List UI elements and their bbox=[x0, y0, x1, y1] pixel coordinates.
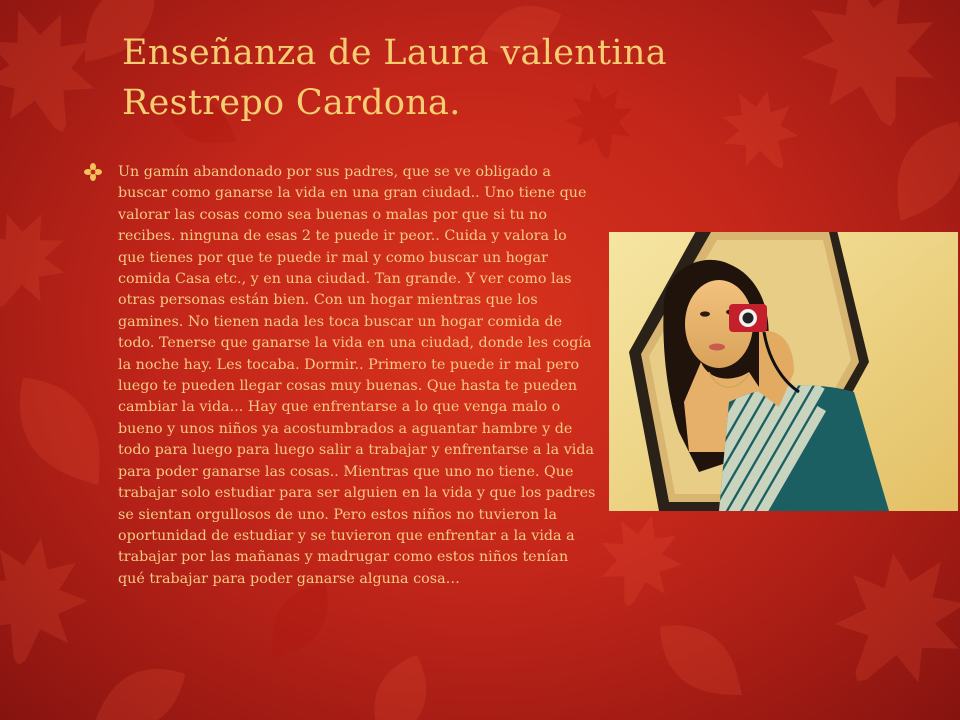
bullet-body-text: Un gamín abandonado por sus padres, que se ve obligado a buscar como ganarse la vida en una gran ciudad.. Uno tiene que valorar las cosas como sea buenas o malas por que si tu no recibes. ninguna de esas 2 te puede ir peor.. Cuida y valora lo que tienes por que te puede ir mal y como buscar un hogar comida Casa etc., y en una ciudad. Tan grande. Y ver como las otras personas están bien. Con un hogar mientras que los gamines. No tienen nada les toca buscar un hogar comida de todo. Tenerse que ganarse la vida en una ciudad, donde les cogía la noche hay. Les tocaba. Dormir.. Primero te puede ir mal pero luego te pueden llegar cosas muy buenas. Que hasta te pueden cambiar la vida... Hay que enfrentarse a lo que venga malo o bueno y unos niños ya acostumbrados a aguantar hambre y de todo para luego para luego salir a trabajar y enfrentarse a la vida para poder ganarse las cosas.. Mientras que uno no tiene. Que trabajar solo estudiar para ser alguien en la vida y que los padres se sientan orgullosos de uno. Pero estos niños no tuvieron la oportunidad de estudiar y se tuvieron que enfrentar a la vida a trabajar por las mañanas y madrugar como estos niños tenían qué trabajar para poder ganarse alguna cosa… bbox=[118, 164, 596, 587]
flower-bullet-icon bbox=[84, 163, 102, 181]
slide-title: Enseñanza de Laura valentina Restrepo Cardona. bbox=[122, 33, 667, 123]
mirror-selfie-photo bbox=[609, 232, 958, 511]
